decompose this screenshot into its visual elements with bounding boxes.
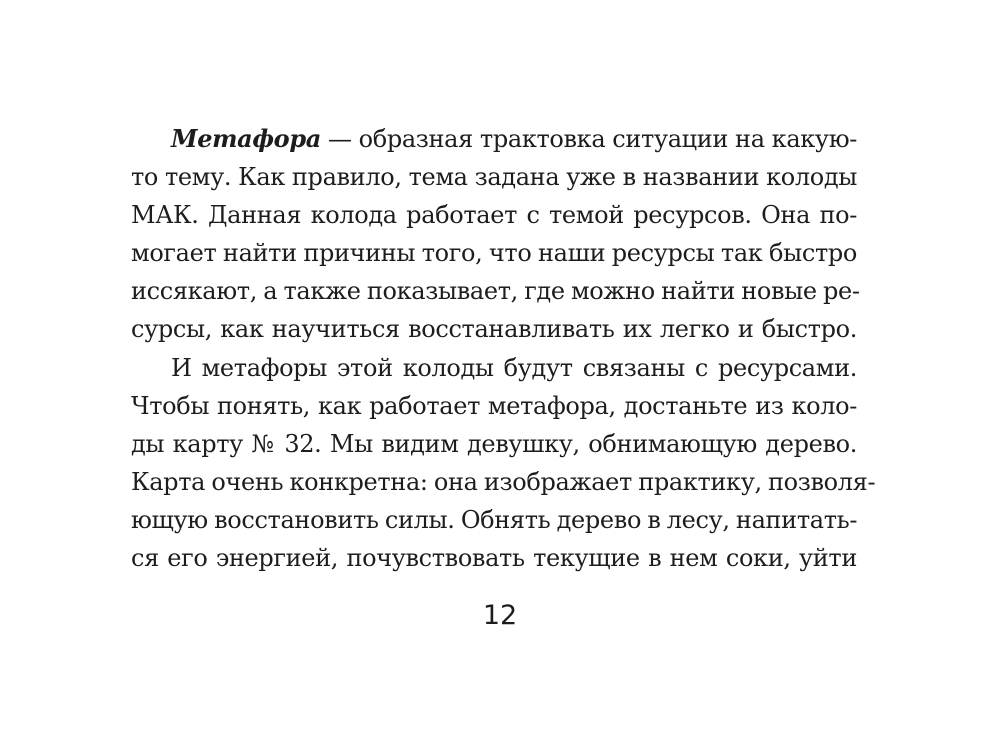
- paragraph-line: то тему. Как правило, тема задана уже в названии колоды: [131, 163, 857, 192]
- paragraph-line: могает найти причины того, что наши ресурсы так быстро: [131, 239, 857, 268]
- page-number: 12: [482, 600, 518, 631]
- paragraph-line: ды карту № 32. Мы видим девушку, обнимающую дерево.: [131, 429, 857, 458]
- paragraph-line: Карта очень конкретна: она изображает практику, позволя-: [131, 467, 876, 496]
- paragraph-line: [131, 120, 857, 158]
- paragraph-line: сурсы, как научиться восстанавливать их легко и быстро.: [131, 315, 857, 344]
- paragraph-line: иссякают, а также показывает, где можно найти новые ре-: [131, 277, 860, 306]
- paragraph-line: Чтобы понять, как работает метафора, достаньте из коло-: [131, 391, 857, 420]
- paragraph-line: МАК. Данная колода работает с темой ресурсов. Она по-: [131, 201, 857, 230]
- paragraph-line: И метафоры этой колоды будут связаны с ресурсами.: [171, 353, 857, 382]
- term-metaphor: Метафора: [171, 124, 321, 153]
- paragraph-line: ющую восстановить силы. Обнять дерево в лесу, напитать-: [131, 505, 858, 534]
- line-text: — образная трактовка ситуации на какую-: [320, 125, 857, 153]
- paragraph-line: ся его энергией, почувствовать текущие в нем соки, уйти: [131, 544, 857, 573]
- body-text: [131, 120, 876, 577]
